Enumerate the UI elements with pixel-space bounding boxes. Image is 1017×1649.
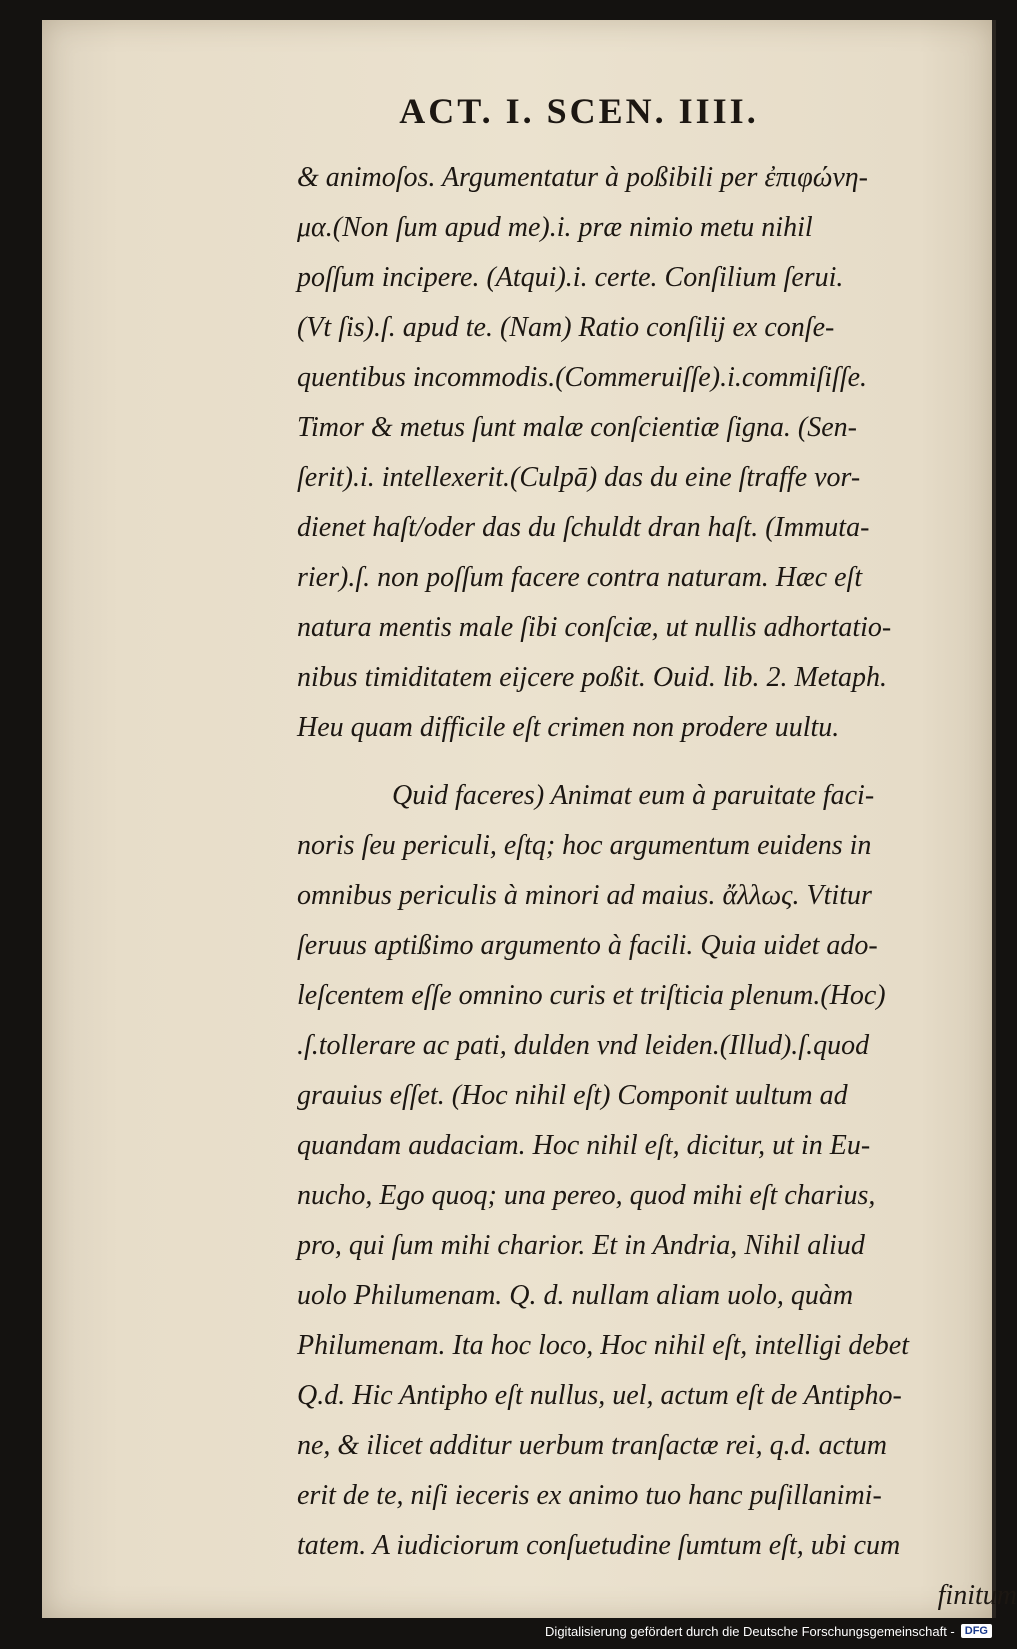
- paragraph-start-line: Quid faceres) Animat eum à paruitate faci-: [392, 780, 875, 811]
- dfg-logo: DFG: [961, 1624, 992, 1638]
- text-line: grauius eſſet. (Hoc nihil eſt) Componit uultum ad: [297, 1080, 848, 1111]
- text-line: nibus timiditatem eijcere poßit. Ouid. lib. 2. Metaph.: [297, 662, 887, 693]
- text-line: uolo Philumenam. Q. d. nullam aliam uolo, quàm: [297, 1280, 854, 1311]
- digitization-credit: [545, 1621, 992, 1641]
- text-line: omnibus periculis à minori ad maius. ἄλλως. Vtitur: [297, 880, 872, 911]
- text-line: tatem. A iudiciorum conſuetudine ſumtum eſt, ubi cum: [297, 1530, 901, 1561]
- text-line: leſcentem eſſe omnino curis et triſticia plenum.(Hoc): [297, 980, 886, 1011]
- text-line: & animoſos. Argumentatur à poßibili per ἐπιφώνη-: [297, 162, 868, 193]
- text-block: [297, 153, 1017, 1621]
- text-line: natura mentis male ſibi conſciæ, ut nullis adhortatio-: [297, 612, 892, 643]
- text-line: noris ſeu periculi, eſtq; hoc argumentum euidens in: [297, 830, 872, 861]
- text-line: (Vt ſis).ſ. apud te. (Nam) Ratio conſilij ex conſe-: [297, 312, 835, 343]
- text-line: dienet haſt/oder das du ſchuldt dran haſt. (Immuta-: [297, 512, 870, 543]
- text-line: nucho, Ego quoq; una pereo, quod mihi eſt charius,: [297, 1180, 876, 1211]
- text-line: Q.d. Hic Antipho eſt nullus, uel, actum eſt de Antipho-: [297, 1380, 902, 1411]
- text-line: Philumenam. Ita hoc loco, Hoc nihil eſt, intelligi debet: [297, 1330, 909, 1361]
- text-line: poſſum incipere. (Atqui).i. certe. Conſilium ſerui.: [297, 262, 844, 293]
- text-line: ſeruus aptißimo argumento à facili. Quia uidet ado-: [297, 930, 878, 961]
- catchword: finitum: [937, 1580, 1017, 1611]
- text-line: ſerit).i. intellexerit.(Culpā) das du eine ſtraffe vor-: [297, 462, 861, 493]
- text-line: μα.(Non ſum apud me).i. præ nimio metu nihil: [297, 212, 813, 243]
- text-line: Timor & metus ſunt malæ conſcientiæ ſigna. (Sen-: [297, 412, 857, 443]
- text-line: ne, & ilicet additur uerbum tranſactæ rei, q.d. actum: [297, 1430, 888, 1461]
- credit-text: Digitalisierung gefördert durch die Deutsche Forschungsgemeinschaft -: [545, 1623, 955, 1639]
- text-line: .ſ.tollerare ac pati, dulden vnd leiden.(Illud).ſ.quod: [297, 1030, 870, 1061]
- text-line: erit de te, niſi ieceris ex animo tuo hanc puſillanimi-: [297, 1480, 882, 1511]
- running-head: ACT. I. SCEN. IIII.: [399, 91, 759, 131]
- text-line: quentibus incommodis.(Commeruiſſe).i.commiſiſſe.: [297, 362, 868, 393]
- text-line: Heu quam difficile eſt crimen non prodere uultu.: [297, 712, 840, 743]
- text-line: quandam audaciam. Hoc nihil eſt, dicitur, ut in Eu-: [297, 1130, 871, 1161]
- book-page: [42, 20, 1017, 1618]
- text-line: pro, qui ſum mihi charior. Et in Andria, Nihil aliud: [297, 1230, 865, 1261]
- text-line: rier).ſ. non poſſum facere contra naturam. Hæc eſt: [297, 562, 863, 593]
